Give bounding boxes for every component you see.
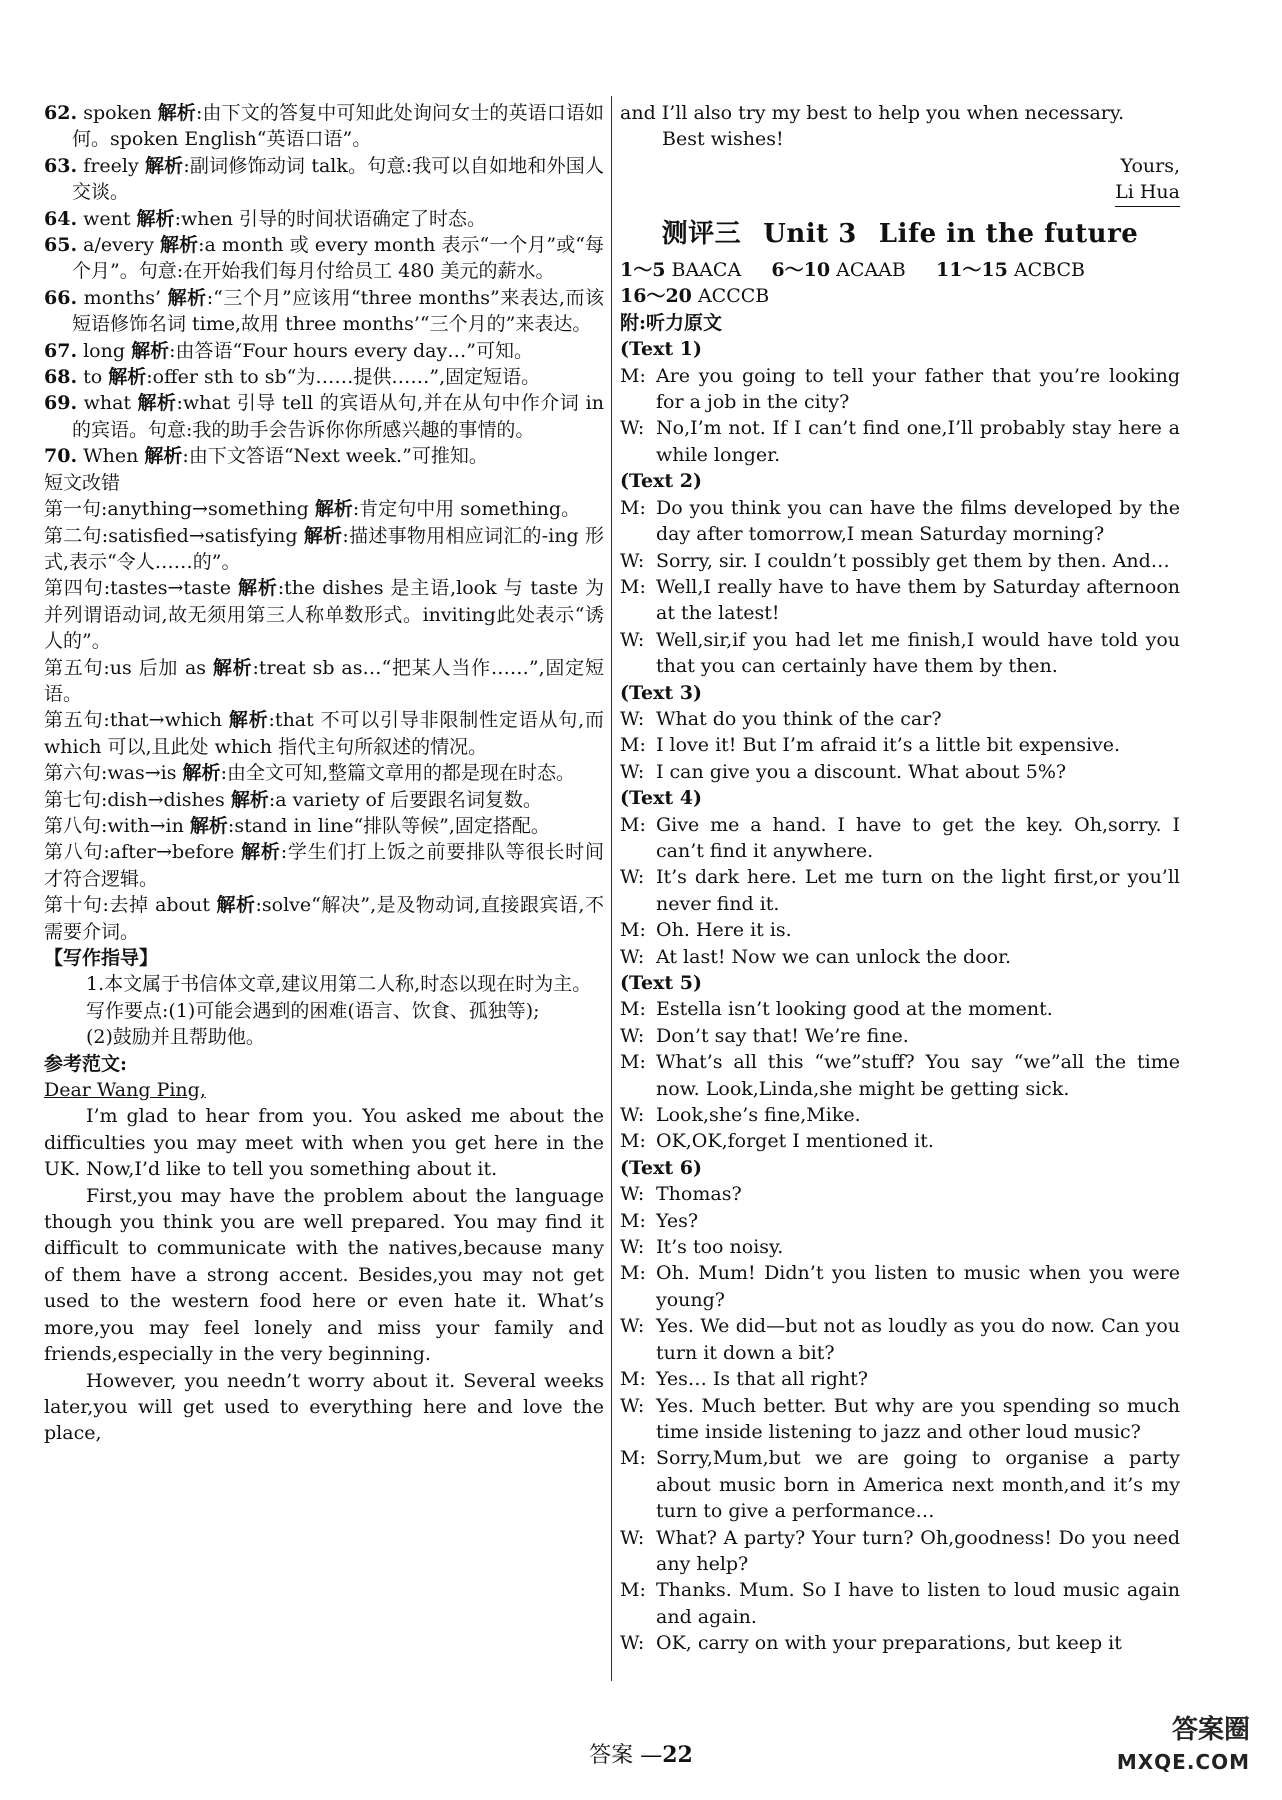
- explanation-text: :由全文可知,整篇文章用的都是现在时态。: [220, 762, 576, 785]
- dialogue-line: [620, 1366, 1180, 1392]
- answer-letters: BAACA: [671, 259, 742, 282]
- correction: 第二句:satisfied→satisfying: [44, 524, 298, 547]
- explanation-label: 解析: [212, 656, 253, 679]
- answer-explanation: [44, 390, 604, 443]
- dialogue-line: [620, 706, 1180, 732]
- answer-word: a/every: [83, 234, 154, 257]
- paragraph-text: 短文改错: [44, 471, 121, 494]
- listening-transcript: [620, 336, 1180, 1656]
- left-paragraph: [44, 1024, 604, 1050]
- explanation-label: 解析: [314, 498, 353, 521]
- correction-item: [44, 707, 604, 760]
- dialogue-line: [620, 944, 1180, 970]
- answer-word: long: [83, 339, 126, 362]
- dialogue-text: Oh. Mum! Didn’t you listen to music when you were young?: [656, 1262, 1180, 1311]
- question-number: 67.: [44, 339, 78, 362]
- explanation-label: 解析: [216, 894, 256, 917]
- text-heading: (Text 5): [620, 972, 702, 994]
- dialogue-line: [620, 732, 1180, 758]
- explanation-text: :offer sth to sb“为……提供……”,固定短语。: [146, 366, 541, 389]
- left-column: [44, 100, 604, 1447]
- speaker: W:: [620, 1526, 645, 1549]
- section-title-cn: 测评三: [661, 218, 742, 249]
- dialogue-text: Look,she’s fine,Mike.: [656, 1104, 861, 1127]
- question-number: 65.: [44, 234, 78, 257]
- dialogue-text: Yes. We did—but not as loudly as you do now. Can you turn it down a bit?: [656, 1315, 1180, 1364]
- answer-explanation: [44, 206, 604, 232]
- correction-item: [44, 575, 604, 654]
- speaker: M:: [620, 1579, 646, 1602]
- explanation-text: :treat sb as…“把某人当作……”,固定短语。: [44, 656, 604, 705]
- dialogue-line: [620, 574, 1180, 627]
- answer-range: 11～15: [935, 259, 1008, 282]
- dialogue-text: Estella isn’t looking good at the moment.: [656, 998, 1053, 1021]
- dialogue-line: [620, 1049, 1180, 1102]
- explanation-label: 解析: [144, 154, 184, 177]
- answer-word: what: [83, 392, 132, 415]
- speaker: W:: [620, 1104, 645, 1127]
- answer-explanation: [44, 100, 604, 153]
- watermark-logo: [1116, 1715, 1268, 1786]
- dialogue-text: Thanks. Mum. So I have to listen to loud music again and again.: [656, 1579, 1180, 1628]
- answer-explanation: [44, 443, 604, 469]
- correction-item: [44, 760, 604, 786]
- correction-item: [44, 655, 604, 708]
- correction-item: [44, 892, 604, 945]
- question-number: 68.: [44, 366, 78, 389]
- dialogue-line: [620, 548, 1180, 574]
- dialogue-text: Oh. Here it is.: [656, 919, 792, 942]
- correction-item: [44, 839, 604, 892]
- letter-closing: Yours,: [1120, 154, 1180, 177]
- speaker: W:: [620, 945, 645, 968]
- dialogue-line: [620, 1128, 1180, 1154]
- answer-word: spoken: [83, 102, 152, 124]
- dialogue-text: What do you think of the car?: [656, 707, 942, 730]
- left-paragraph: [44, 1103, 604, 1182]
- speaker: M:: [620, 1130, 646, 1153]
- explanation-label: 解析: [108, 366, 147, 389]
- dialogue-text: Sorry, sir. I couldn’t possibly get them by then. And…: [656, 549, 1170, 572]
- speaker: M:: [620, 813, 646, 836]
- correction: 第八句:with→in: [44, 814, 184, 837]
- speaker: W:: [620, 1236, 645, 1259]
- speaker: M:: [620, 364, 646, 387]
- speaker: M:: [620, 734, 646, 757]
- answer-letters: ACAAB: [836, 259, 906, 282]
- explanation-label: 解析: [131, 339, 170, 362]
- explanation-text: :由答语“Four hours every day…”可知。: [169, 339, 533, 362]
- correction: 第七句:dish→dishes: [44, 788, 225, 811]
- left-paragraph: [44, 1077, 604, 1103]
- dialogue-text: Well,sir,if you had let me finish,I would have told you that you can certainly have them by then.: [656, 628, 1180, 678]
- dialogue-line: [620, 1525, 1180, 1578]
- correction: 第一句:anything→something: [44, 498, 309, 521]
- dialogue-text: OK, carry on with your preparations, but keep it: [656, 1632, 1122, 1655]
- answer-explanation: [44, 338, 604, 364]
- dialogue-line: [620, 1393, 1180, 1446]
- dialogue-text: Well,I really have to have them by Saturday afternoon at the latest!: [656, 575, 1180, 625]
- dialogue-line: [620, 495, 1180, 548]
- dialogue-line: [620, 1445, 1180, 1524]
- answer-explanation: [44, 285, 604, 338]
- question-number: 69.: [44, 392, 78, 415]
- explanation-label: 解析: [160, 234, 199, 257]
- left-paragraph: [44, 971, 604, 997]
- dialogue-text: OK,OK,forget I mentioned it.: [656, 1130, 934, 1153]
- answer-word: to: [83, 366, 103, 389]
- explanation-text: :a variety of 后要跟名词复数。: [268, 788, 542, 811]
- dialogue-line: [620, 812, 1180, 865]
- dialogue-line: [620, 1102, 1180, 1128]
- speaker: W:: [620, 1632, 645, 1655]
- explanation-label: 解析: [137, 392, 177, 415]
- explanation-label: 解析: [167, 286, 207, 309]
- explanation-text: :stand in line“排队等候”,固定搭配。: [227, 814, 550, 837]
- explanation-text: :“三个月”应该用“three months”来表达,而该短语修饰名词 time,故用 three months’“三个月的”来表达。: [72, 286, 604, 336]
- answer-explanation: [44, 364, 604, 390]
- answer-range: 16～20: [620, 285, 692, 308]
- answer-key-row-2: [620, 283, 1180, 309]
- speaker: M:: [620, 998, 646, 1021]
- text-heading: (Text 4): [620, 787, 702, 810]
- speaker: M:: [620, 1209, 646, 1232]
- paragraph-text: (2)鼓励并且帮助他。: [86, 1026, 265, 1049]
- explanation-text: :描述事物用相应词汇的-ing 形式,表示“令人……的”。: [44, 524, 604, 573]
- answer-letters: ACBCB: [1013, 259, 1085, 282]
- page-number: 22: [662, 1742, 693, 1768]
- speaker: W:: [620, 1394, 645, 1417]
- correction: 第五句:that→which: [44, 709, 223, 732]
- watermark-domain: MXQE.COM: [1116, 1750, 1250, 1774]
- section-title: [620, 218, 1180, 249]
- answer-explanation: [44, 153, 604, 206]
- left-paragraph: [44, 470, 604, 496]
- dialogue-text: What’s all this “we”stuff? You say “we”all the time now. Look,Linda,she might be getting sick.: [656, 1051, 1180, 1100]
- left-paragraph: [44, 1368, 604, 1447]
- dialogue-text: I love it! But I’m afraid it’s a little bit expensive.: [656, 734, 1121, 757]
- correction: 第六句:was→is: [44, 762, 177, 785]
- paragraph-text: 【写作指导】: [44, 947, 159, 969]
- correction-item: [44, 496, 604, 522]
- dialogue-text: Do you think you can have the films developed by the day after tomorrow,I mean Saturday morning?: [656, 496, 1180, 546]
- answer-key-row-1: [620, 257, 1180, 283]
- speaker: W:: [620, 866, 645, 889]
- speaker: W:: [620, 760, 645, 783]
- dialogue-line: [620, 363, 1180, 416]
- explanation-text: :when 引导的时间状语确定了时态。: [174, 207, 486, 230]
- question-number: 66.: [44, 286, 78, 309]
- paragraph-text: 参考范文:: [44, 1052, 128, 1075]
- dialogue-line: [620, 1208, 1180, 1234]
- explanation-text: :副词修饰动词 talk。句意:我可以自如地和外国人交谈。: [72, 154, 604, 204]
- answer-letters: ACCCB: [697, 285, 770, 308]
- dialogue-text: Yes. Much better. But why are you spending so much time inside listening to jazz and other loud music?: [656, 1394, 1180, 1443]
- speaker: W:: [620, 1024, 645, 1047]
- answer-word: When: [83, 445, 139, 468]
- speaker: W:: [620, 628, 645, 651]
- speaker: W:: [620, 549, 645, 572]
- letter-salutation: Dear Wang Ping,: [44, 1079, 206, 1102]
- dialogue-line: [620, 1630, 1180, 1656]
- left-paragraph: [44, 1183, 604, 1368]
- dialogue-line: [620, 996, 1180, 1022]
- letter-signature: Li Hua: [1115, 179, 1180, 206]
- explanation-text: :what 引导 tell 的宾语从句,并在从句中作介词 in 的宾语。句意:我的助手会告诉你你所感兴趣的事情的。: [72, 392, 604, 441]
- speaker: W:: [620, 1183, 645, 1206]
- dialogue-line: [620, 917, 1180, 943]
- dialogue-text: It’s dark here. Let me turn on the light first,or you’ll never find it.: [656, 866, 1180, 915]
- dialogue-text: It’s too noisy.: [656, 1236, 784, 1259]
- explanation-label: 解析: [230, 788, 269, 811]
- dialogue-line: [620, 1577, 1180, 1630]
- dialogue-text: What? A party? Your turn? Oh,goodness! Do you need any help?: [656, 1526, 1180, 1575]
- dialogue-text: No,I’m not. If I can’t find one,I’ll probably stay here a while longer.: [656, 417, 1180, 466]
- answer-word: freely: [83, 154, 139, 177]
- paragraph-text: 写作要点:(1)可能会遇到的困难(语言、饮食、孤独等);: [86, 999, 540, 1022]
- dialogue-line: [620, 1023, 1180, 1049]
- left-paragraph: [44, 998, 604, 1024]
- left-paragraph: [44, 1051, 604, 1077]
- speaker: M:: [620, 496, 646, 519]
- explanation-text: :the dishes 是主语,look 与 taste 为并列谓语动词,故无须用第三人称单数形式。inviting此处表示“诱人的”。: [44, 577, 604, 653]
- correction-item: [44, 523, 604, 576]
- explanation-label: 解析: [136, 207, 175, 230]
- explanation-label: 解析: [241, 841, 281, 864]
- letter-signature-line: [620, 179, 1180, 206]
- paragraph-text: 1.本文属于书信体文章,建议用第二人称,时态以现在时为主。: [86, 973, 592, 996]
- section-title-unit: Unit 3: [763, 218, 857, 249]
- letter-wishes: Best wishes!: [662, 128, 784, 151]
- section-title-name: Life in the future: [878, 218, 1139, 249]
- dialogue-text: Are you going to tell your father that you’re looking for a job in the city?: [656, 364, 1180, 414]
- dialogue-text: At last! Now we can unlock the door.: [656, 945, 1012, 968]
- dialogue-line: [620, 1181, 1180, 1207]
- speaker: W:: [620, 707, 645, 730]
- dialogue-text: I can give you a discount. What about 5%?: [656, 760, 1067, 783]
- explanation-label: 解析: [157, 102, 197, 124]
- dialogue-line: [620, 759, 1180, 785]
- answer-explanation: [44, 232, 604, 285]
- footer-label: 答案: [589, 1743, 634, 1768]
- dialogue-line: [620, 627, 1180, 680]
- dialogue-text: Yes… Is that all right?: [656, 1368, 868, 1391]
- speaker: M:: [620, 919, 646, 942]
- answer-word: months’: [83, 286, 162, 309]
- correction-item: [44, 813, 604, 839]
- explanation-text: :that 不可以引导非限制性定语从句,而 which 可以,且此处 which 指代主句所叙述的情况。: [44, 709, 604, 758]
- dialogue-text: Sorry,Mum,but we are going to organise a party about music born in America next month,and it’s my turn to give a performance…: [656, 1447, 1180, 1523]
- answer-range: 1～5: [620, 259, 666, 282]
- speaker: M:: [620, 1262, 646, 1285]
- answer-range: 6～10: [771, 259, 831, 282]
- question-number: 64.: [44, 207, 78, 230]
- text-heading: (Text 3): [620, 681, 702, 704]
- dialogue-text: Thomas?: [656, 1183, 742, 1206]
- explanation-text: :solve“解决”,是及物动词,直接跟宾语,不需要介词。: [44, 894, 604, 943]
- dialogue-line: [620, 1234, 1180, 1260]
- correction: 第十句:去掉 about: [44, 894, 210, 917]
- column-divider: [611, 96, 612, 1681]
- answer-word: went: [83, 207, 131, 230]
- speaker: M:: [620, 1447, 646, 1470]
- correction-item: [44, 787, 604, 813]
- explanation-text: :由下文答语“Next week.”可推知。: [182, 445, 488, 468]
- explanation-label: 解析: [237, 577, 278, 600]
- dialogue-line: [620, 1260, 1180, 1313]
- explanation-label: 解析: [144, 445, 183, 468]
- speaker: W:: [620, 1315, 645, 1338]
- speaker: M:: [620, 1368, 646, 1391]
- explanation-text: :学生们打上饭之前要排队等很长时间才符合逻辑。: [44, 841, 604, 890]
- dialogue-text: Give me a hand. I have to get the key. Oh,sorry. I can’t find it anywhere.: [656, 813, 1180, 862]
- dialogue-text: Yes?: [656, 1209, 699, 1232]
- explanation-text: :由下文的答复中可知此处询问女士的英语口语如何。spoken English“英语口语”。: [72, 102, 604, 151]
- page-footer: [0, 1738, 1282, 1769]
- question-number: 62.: [44, 102, 78, 124]
- explanation-label: 解析: [228, 709, 269, 732]
- text-heading: (Text 1): [620, 338, 702, 361]
- explanation-label: 解析: [303, 524, 343, 547]
- dialogue-line: [620, 864, 1180, 917]
- right-column: [620, 100, 1180, 1657]
- correction: 第五句:us 后加 as: [44, 656, 207, 679]
- explanation-text: :a month 或 every month 表示“一个月”或“每个月”。句意:在开始我们每月付给员工 480 美元的薪水。: [72, 234, 604, 283]
- speaker: M:: [620, 575, 646, 598]
- footer-dash: —: [640, 1743, 663, 1768]
- dialogue-text: Don’t say that! We’re fine.: [656, 1024, 909, 1047]
- text-heading: (Text 6): [620, 1156, 702, 1179]
- paragraph-text: I’m glad to hear from you. You asked me about the difficulties you may meet with when you get here in the UK. Now,I’d like to tell you something about it.: [44, 1105, 604, 1181]
- dialogue-line: [620, 415, 1180, 468]
- explanation-label: 解析: [189, 814, 228, 837]
- paragraph-text: However, you needn’t worry about it. Several weeks later,you will get used to everything here and love the place,: [44, 1369, 604, 1445]
- correction: 第八句:after→before: [44, 841, 235, 864]
- correction: 第四句:tastes→taste: [44, 577, 231, 600]
- question-number: 63.: [44, 154, 78, 177]
- speaker: M:: [620, 1051, 646, 1074]
- question-number: 70.: [44, 445, 78, 468]
- letter-continuation: and I’ll also try my best to help you when necessary.: [620, 102, 1125, 124]
- explanation-text: :肯定句中用 something。: [352, 498, 581, 521]
- speaker: W:: [620, 417, 645, 440]
- watermark-text: 答案圈: [1171, 1715, 1250, 1745]
- text-heading: (Text 2): [620, 470, 702, 493]
- dialogue-line: [620, 1313, 1180, 1366]
- paragraph-text: First,you may have the problem about the language though you think you are well prepared. You may find it difficult to communicate with the natives,because many of them have a strong accent. Besides,you may not get used to the western food here or even hate it. What’s more,you may feel lonely and miss your family and friends,especially in the very beginning.: [44, 1184, 604, 1366]
- left-paragraph: [44, 945, 604, 971]
- explanation-label: 解析: [182, 762, 221, 785]
- transcript-heading: 附:听力原文: [620, 311, 723, 334]
